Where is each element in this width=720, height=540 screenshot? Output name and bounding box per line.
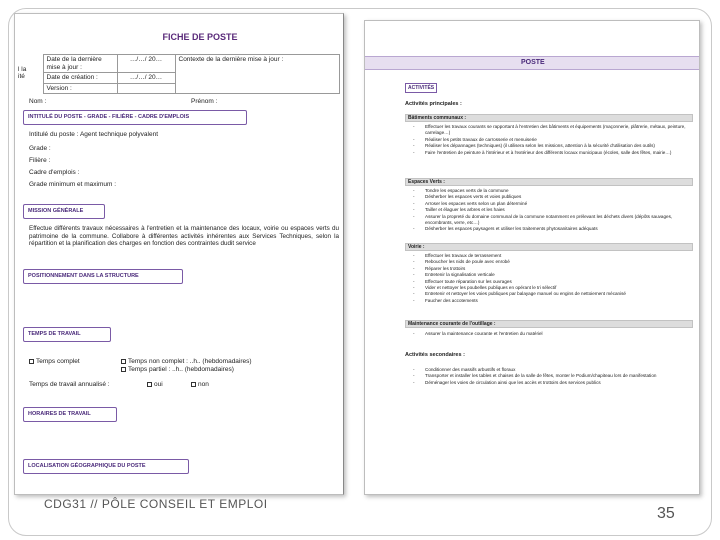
list-item: - Faucher des accotements xyxy=(411,298,691,304)
creation-date-label: Date de création : xyxy=(43,73,117,84)
list-item: - Effectuer les travaux courants se rapportant à l'entretien des bâtiments et équipements (maçonnerie, plâtrerie, métaux, peinture, carrelage…) xyxy=(411,124,691,137)
group-items xyxy=(411,331,691,337)
list-item: - Assurer la maintenance courante et l'entretien du matériel xyxy=(411,331,691,337)
temps-partiel-option[interactable]: Temps partiel : ..h.. (hebdomadaires) xyxy=(121,366,234,374)
activites-tag: ACTIVITÉS xyxy=(405,83,437,93)
list-item: - Vider et nettoyer les poubelles publiques en opérant le tri sélectif xyxy=(411,285,691,291)
list-item: - Réaliser les dépannages (techniques) (il utilisera selon les missions, attention à la sécurité d'utilisation des outils) xyxy=(411,143,691,149)
group-items xyxy=(411,253,691,304)
list-item: - Effectuer les travaux de terrassement xyxy=(411,253,691,259)
nom-label: Nom : xyxy=(29,98,47,105)
checkbox-icon xyxy=(121,359,126,364)
list-item: - Arroser les espaces verts selon un plan déterminé xyxy=(411,201,691,207)
document-title: FICHE DE POSTE xyxy=(162,32,238,42)
section-horaires: HORAIRES DE TRAVAIL xyxy=(23,407,117,422)
metadata-table xyxy=(15,54,340,94)
list-item: - Entretenir la signalisation verticale xyxy=(411,272,691,278)
list-item: - Faire l'entretien de peinture à l'intérieur et à l'extérieur des différents locaux municipaux (écoles, salle des fêtes, mairie…) xyxy=(411,150,691,156)
grade-min-max-label: Grade minimum et maximum : xyxy=(29,181,117,188)
update-context-label: Contexte de la dernière mise à jour : xyxy=(175,55,340,94)
list-item: - Déménager les voies de circulation ainsi que les accès et trottoirs des services publics xyxy=(411,380,691,386)
secondary-items xyxy=(411,367,691,386)
list-item: - Désherber les espaces paysagers et utiliser les traitements phytosanitaires adéquats xyxy=(411,226,691,232)
list-item: - Assurer la propreté du domaine communal de la commune notamment en prélevant les déchets divers (dépôts sauvages, encombrants, verre, etc…) xyxy=(411,214,691,227)
prenom-label: Prénom : xyxy=(191,98,218,105)
checkbox-icon xyxy=(29,359,34,364)
section-mission: MISSION GÉNÉRALE xyxy=(23,204,105,219)
grade-label: Grade : xyxy=(29,145,51,152)
section-localisation: LOCALISATION GÉOGRAPHIQUE DU POSTE xyxy=(23,459,189,474)
temps-annualise-label: Temps de travail annualisé : xyxy=(29,381,110,388)
version-value xyxy=(117,83,175,94)
list-item: - Tondre les espaces verts de la commune xyxy=(411,188,691,194)
list-item: - Conditionner des massifs arbustifs et floraux xyxy=(411,367,691,373)
checkbox-icon xyxy=(147,382,152,387)
cropped-label-1: l la ité xyxy=(18,65,27,80)
list-item: - Désherber les espaces verts et voies publiques xyxy=(411,194,691,200)
group-items xyxy=(411,124,691,156)
poste-header-band xyxy=(365,56,700,70)
section-intitule: INTITULÉ DU POSTE - GRADE - FILIÈRE - CADRE D'EMPLOIS xyxy=(23,110,247,125)
checkbox-icon xyxy=(191,382,196,387)
group-title: Voirie : xyxy=(405,243,693,251)
last-update-value: …/…/ 20… xyxy=(117,55,175,73)
poste-header-title: POSTE xyxy=(521,59,545,66)
temps-non-complet-option[interactable]: Temps non complet : ..h.. (hebdomadaires) xyxy=(121,358,252,366)
list-item: - Effectuer toute réparation sur les ouvrages xyxy=(411,279,691,285)
annualise-non-option[interactable]: non xyxy=(191,381,209,389)
list-item: - Entretenir et nettoyer les voies publiques par balayage manuel ou engins de nettoiement mécanisé xyxy=(411,291,691,297)
cadre-emplois-label: Cadre d'emplois : xyxy=(29,169,80,176)
fiche-de-poste-page-1 xyxy=(14,13,344,495)
footer-organization: CDG31 // PÔLE CONSEIL ET EMPLOI xyxy=(44,497,268,511)
mission-text: Effectue différents travaux nécessaires à l'entretien et la maintenance des locaux, voirie ou espaces verts du patrimoine de la commune. Collabore à différentes activités inhérentes aux Services Techniques, selon la répartition et la planification des charges en fonction des contraintes dudit service xyxy=(29,225,339,248)
activites-principales-label: Activités principales : xyxy=(405,101,462,107)
section-temps: TEMPS DE TRAVAIL xyxy=(23,327,111,342)
temps-complet-option[interactable]: Temps complet xyxy=(29,358,80,366)
section-positionnement: POSITIONNEMENT DANS LA STRUCTURE xyxy=(23,269,183,284)
list-item: - Transporter et installer les tables et chaises de la salle de fêtes, monter le Podium/chapiteau lors de manifestation xyxy=(411,373,691,379)
checkbox-icon xyxy=(121,367,126,372)
list-item: - Réaliser les petits travaux de carrosserie et menuiserie xyxy=(411,137,691,143)
creation-date-value: …/…/ 20… xyxy=(117,73,175,84)
group-items xyxy=(411,188,691,233)
group-title: Bâtiments communaux : xyxy=(405,114,693,122)
filiere-label: Filière : xyxy=(29,157,51,164)
version-label: Version : xyxy=(43,83,117,94)
list-item: - Réparer les trottoirs xyxy=(411,266,691,272)
list-item: - Reboucher les nids de poule avec enrobé xyxy=(411,259,691,265)
annualise-oui-option[interactable]: oui xyxy=(147,381,163,389)
group-title: Espaces Verts : xyxy=(405,178,693,186)
intitule-value: Intitulé du poste : Agent technique polyvalent xyxy=(29,131,159,138)
list-item: - Tailler et élaguer les arbres et les haies xyxy=(411,207,691,213)
fiche-de-poste-page-2 xyxy=(364,20,700,495)
activites-secondaires-label: Activités secondaires : xyxy=(405,352,465,358)
group-title: Maintenance courante de l'outillage : xyxy=(405,320,693,328)
last-update-label: Date de la dernière mise à jour : xyxy=(43,55,117,73)
slide-number: 35 xyxy=(657,505,675,522)
